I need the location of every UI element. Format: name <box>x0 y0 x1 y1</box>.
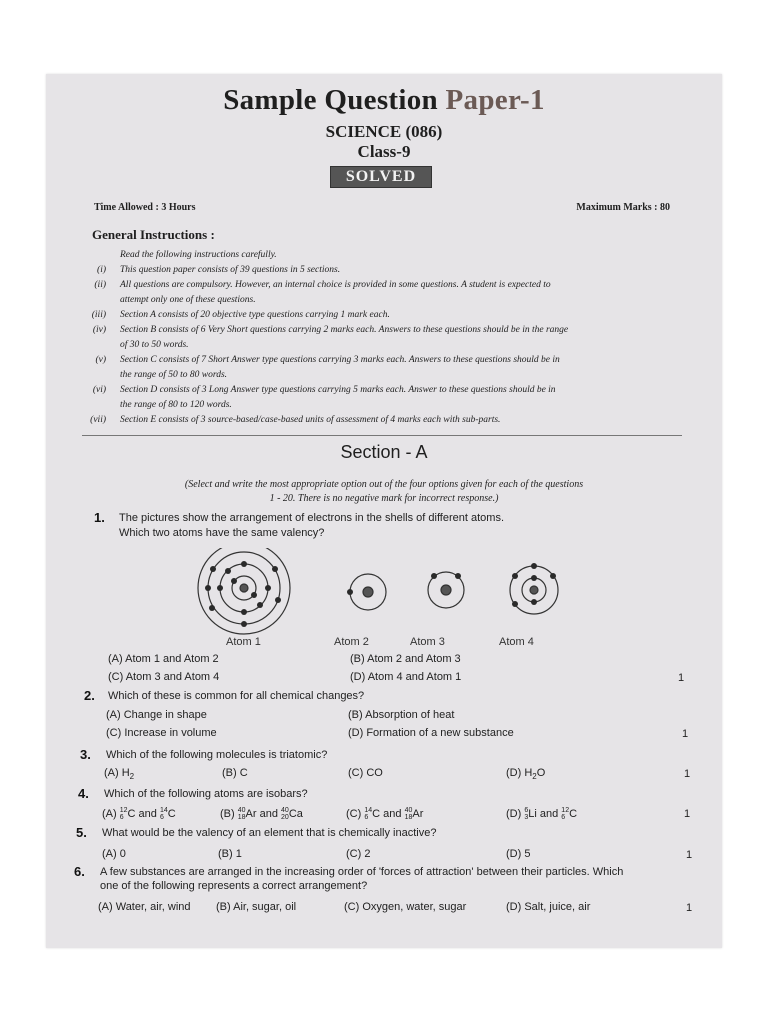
mass-number: 12 <box>561 807 570 814</box>
atomic-number: 6 <box>159 814 164 821</box>
question-6-number: 6. <box>74 864 85 879</box>
q6-option-d[interactable]: (D) Salt, juice, air <box>506 901 591 913</box>
q1-option-b[interactable]: (B) Atom 2 and Atom 3 <box>350 653 461 665</box>
instruction-item <box>76 383 686 398</box>
q1-option-c[interactable]: (C) Atom 3 and Atom 4 <box>108 671 220 683</box>
maximum-marks: Maximum Marks : 80 <box>576 202 670 213</box>
isotope-notation <box>238 807 246 821</box>
isotope-notation <box>120 807 128 821</box>
title-part-1: Sample Question <box>223 84 438 116</box>
instruction-item <box>76 308 686 323</box>
element-symbol: Li <box>528 807 537 820</box>
q6-option-b[interactable]: (B) Air, sugar, oil <box>216 901 297 913</box>
atomic-number: 6 <box>119 814 124 821</box>
instruction-item <box>76 413 686 428</box>
element-symbol: Ar <box>412 807 424 820</box>
atom-2-electrons <box>347 589 353 595</box>
atom-2-diagram <box>350 574 386 610</box>
mass-number: 12 <box>119 807 128 814</box>
subject-code: SCIENCE (086) <box>325 122 443 141</box>
section-divider <box>82 435 682 436</box>
atomic-number: 18 <box>404 814 413 821</box>
mass-number: 14 <box>364 807 373 814</box>
section-a-title: Section - A <box>340 442 428 462</box>
instruction-item <box>76 293 686 308</box>
q3-option-b[interactable]: (B) C <box>222 767 248 779</box>
isotope-notation <box>364 807 372 821</box>
q2-option-b[interactable]: (B) Absorption of heat <box>348 709 455 721</box>
q1-option-a[interactable]: (A) Atom 1 and Atom 2 <box>108 653 219 665</box>
title-part-2: Paper-1 <box>445 84 545 116</box>
isotope-notation <box>160 807 168 821</box>
atom-2-label: Atom 2 <box>334 636 369 648</box>
q3-option-a-subscript: 2 <box>129 772 135 782</box>
question-4-number: 4. <box>78 786 89 801</box>
instruction-number: (vi) <box>92 385 106 395</box>
q6-option-a[interactable]: (A) Water, air, wind <box>98 901 191 913</box>
atom-1-label: Atom 1 <box>226 636 261 648</box>
q2-option-c[interactable]: (C) Increase in volume <box>106 727 217 739</box>
element-symbol: C <box>167 807 176 820</box>
q2-marks: 1 <box>682 728 689 740</box>
question-1-line-1: The pictures show the arrangement of electrons in the shells of different atoms. <box>119 512 504 524</box>
section-a-note-line-1: (Select and write the most appropriate option out of the four options given for each of the questions <box>184 479 584 490</box>
atomic-number: 3 <box>524 814 529 821</box>
question-2-number: 2. <box>84 688 95 703</box>
instruction-number: (iv) <box>92 325 106 335</box>
element-symbol: Ar <box>245 807 257 820</box>
instruction-item <box>76 353 686 368</box>
mass-number: 6 <box>524 807 529 814</box>
instruction-number: (iii) <box>91 310 106 320</box>
q3-option-d-tail: O <box>536 767 546 779</box>
q1-marks: 1 <box>678 672 685 684</box>
q1-option-d[interactable]: (D) Atom 4 and Atom 1 <box>350 671 462 683</box>
instruction-text: Section A consists of 20 objective type questions carrying 1 mark each. <box>120 310 390 320</box>
q4-option-d[interactable] <box>506 807 577 821</box>
question-1-line-2: Which two atoms have the same valency? <box>119 527 325 539</box>
isotope-notation <box>561 807 569 821</box>
atoms-electron-diagram <box>186 548 566 644</box>
general-instructions-heading: General Instructions : <box>92 227 215 242</box>
atomic-number: 6 <box>561 814 566 821</box>
q6-option-c[interactable]: (C) Oxygen, water, sugar <box>344 901 467 913</box>
atom-4-label: Atom 4 <box>499 636 534 648</box>
instruction-item <box>76 368 686 383</box>
q5-option-a[interactable]: (A) 0 <box>102 848 126 860</box>
instruction-item <box>76 338 686 353</box>
instruction-text: Section B consists of 6 Very Short questions carrying 2 marks each. Answers to these questions should be in the range <box>120 325 569 335</box>
instruction-item <box>76 263 686 278</box>
q5-marks: 1 <box>686 849 693 861</box>
q3-option-d-label: (D) H <box>506 767 533 779</box>
atom-4-electrons <box>512 563 556 607</box>
instruction-text: This question paper consists of 39 questions in 5 sections. <box>120 265 341 275</box>
and-word: and <box>383 807 402 820</box>
question-3-text: Which of the following molecules is triatomic? <box>106 749 328 761</box>
question-4-text: Which of the following atoms are isobars? <box>104 788 308 800</box>
element-symbol: C <box>127 807 136 820</box>
isotope-notation <box>281 807 289 821</box>
instruction-number: (vii) <box>90 415 106 425</box>
instruction-text: All questions are compulsory. However, an internal choice is provided in some questions. A student is expected to <box>120 280 551 290</box>
section-a-note-line-2: 1 - 20. There is no negative mark for incorrect response.) <box>269 493 499 504</box>
q4-option-c[interactable] <box>346 807 423 821</box>
atom-1-electrons <box>205 561 281 627</box>
element-symbol: C <box>372 807 381 820</box>
mass-number: 40 <box>237 807 246 814</box>
q4-option-a-label: (A) <box>102 807 117 820</box>
and-word: and <box>539 807 559 820</box>
q5-option-d[interactable]: (D) 5 <box>506 848 531 860</box>
instruction-number: (i) <box>97 265 106 275</box>
instructions-list <box>76 263 686 433</box>
instruction-item <box>76 398 686 413</box>
q3-option-a-label: (A) H <box>104 767 130 779</box>
question-5-text: What would be the valency of an element that is chemically inactive? <box>102 827 437 839</box>
question-6-line-1: A few substances are arranged in the increasing order of 'forces of attraction' between their particles. Which <box>100 866 624 878</box>
instruction-text: Section C consists of 7 Short Answer type questions carrying 3 marks each. Answers to these questions should be in <box>120 355 560 365</box>
q3-option-a[interactable] <box>104 767 134 781</box>
q4-marks: 1 <box>684 808 691 820</box>
instruction-number: (v) <box>95 355 106 365</box>
atomic-number: 20 <box>281 814 289 821</box>
atom-3-label: Atom 3 <box>410 636 445 648</box>
instruction-text: the range of 50 to 80 words. <box>120 370 228 380</box>
q2-option-a[interactable]: (A) Change in shape <box>106 709 207 721</box>
instruction-item <box>76 323 686 338</box>
q3-option-c[interactable]: (C) CO <box>348 767 383 779</box>
element-symbol: Ca <box>288 807 303 820</box>
instruction-text: attempt only one of these questions. <box>120 295 256 305</box>
mass-number: 14 <box>159 807 168 814</box>
atom-4-diagram <box>510 566 558 614</box>
q2-option-d[interactable]: (D) Formation of a new substance <box>348 727 514 739</box>
q4-option-c-label: (C) <box>346 807 362 820</box>
q4-option-d-label: (D) <box>506 807 522 820</box>
question-6-line-2: one of the following represents a correct arrangement? <box>100 880 368 892</box>
element-symbol: C <box>569 807 578 820</box>
q4-option-a[interactable] <box>102 807 176 821</box>
and-word: and <box>259 807 278 820</box>
class-label: Class-9 <box>357 142 411 161</box>
q6-marks: 1 <box>686 902 693 914</box>
and-word: and <box>138 807 157 820</box>
q5-option-b[interactable]: (B) 1 <box>218 848 242 860</box>
mass-number: 40 <box>404 807 413 814</box>
instruction-number: (ii) <box>94 280 106 290</box>
question-paper-page <box>46 74 722 948</box>
atomic-number: 18 <box>237 814 246 821</box>
q3-marks: 1 <box>684 768 691 780</box>
q3-option-d[interactable] <box>506 767 545 781</box>
atomic-number: 6 <box>364 814 369 821</box>
instruction-text: of 30 to 50 words. <box>120 340 189 350</box>
question-5-number: 5. <box>76 825 87 840</box>
instruction-text: the range of 80 to 120 words. <box>120 400 232 410</box>
q3-option-d-subscript: 2 <box>532 772 537 782</box>
q4-option-b[interactable] <box>220 807 303 821</box>
question-3-number: 3. <box>80 747 91 762</box>
q5-option-c[interactable]: (C) 2 <box>346 848 371 860</box>
solved-badge: SOLVED <box>330 166 432 188</box>
mass-number: 40 <box>281 807 289 814</box>
question-2-text: Which of these is common for all chemical changes? <box>108 690 365 702</box>
question-1-number: 1. <box>94 510 105 525</box>
instruction-text: Section E consists of 3 source-based/case-based units of assessment of 4 marks each with sub-parts. <box>120 415 501 425</box>
instruction-text: Section D consists of 3 Long Answer type questions carrying 5 marks each. Answer to these questions should be in <box>120 385 556 395</box>
atom-3-electrons <box>431 573 461 579</box>
time-allowed: Time Allowed : 3 Hours <box>94 202 196 213</box>
paper-title <box>46 84 722 117</box>
q4-option-b-label: (B) <box>220 807 235 820</box>
section-a-instructions <box>106 478 662 506</box>
instructions-intro: Read the following instructions carefully. <box>120 250 277 260</box>
instruction-item <box>76 278 686 293</box>
